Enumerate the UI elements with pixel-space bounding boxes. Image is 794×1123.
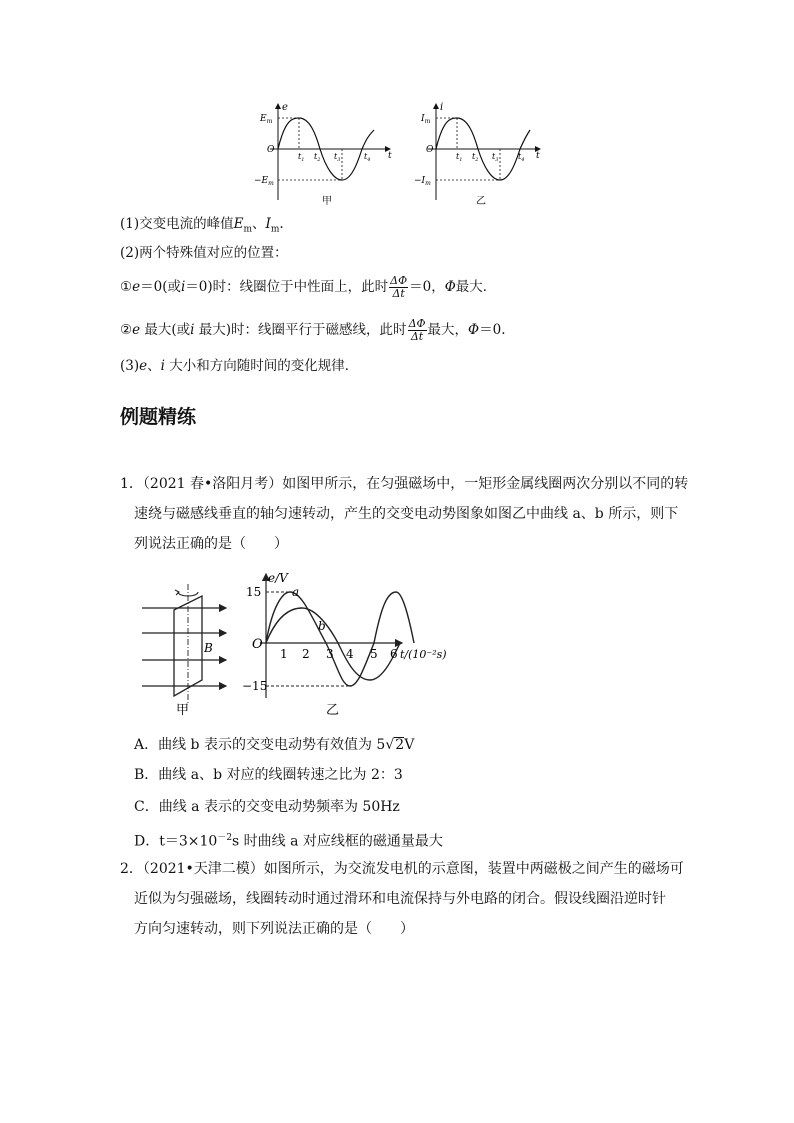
tick-t2: $t_2$ — [472, 152, 479, 163]
curve-b-label: b — [318, 619, 326, 633]
figure-caption: 甲 — [176, 703, 190, 718]
tick-t4: $t_4$ — [364, 152, 371, 163]
x-tick: 5 — [370, 647, 378, 661]
x-tick: 3 — [326, 647, 334, 661]
peak-neg-label: $-I_m$ — [414, 176, 431, 187]
note-variation-law: (3)e、i 大小和方向随时间的变化规律． — [120, 358, 359, 374]
peak-neg-label: $-E_m$ — [254, 176, 274, 187]
x-tick: 6 — [390, 647, 398, 661]
curve-a — [266, 592, 374, 686]
t-label: t — [536, 151, 540, 161]
q1-figure-coil — [138, 580, 238, 720]
figure-caption: 乙 — [476, 196, 486, 207]
x-tick: 4 — [346, 647, 354, 661]
sqrt-icon: √ — [385, 737, 395, 753]
q1-stem-line3: 列说法正确的是（ ） — [134, 536, 288, 552]
tick-t3: $t_3$ — [334, 152, 341, 163]
y-axis-label: e/V — [268, 571, 288, 585]
peak-pos-label: $I_m$ — [421, 114, 431, 125]
top-figure-right — [412, 100, 552, 210]
peak-pos-label: $E_m$ — [260, 114, 273, 125]
curve-a-label: a — [292, 585, 300, 599]
y-tick-top: 15 — [246, 585, 262, 599]
x-axis-label: t/(10⁻²s) — [400, 648, 447, 661]
tick-t4: $t_4$ — [518, 152, 525, 163]
x-tick: 2 — [302, 647, 310, 661]
flux-rate-fraction: $\frac{\Delta\Phi}{\Delta t}$ — [390, 274, 408, 300]
t-label: t — [388, 151, 392, 161]
note-max-emf: ②e 最大(或i 最大)时：线圈平行于磁感线，此时 $\frac{\Delta\Phi}{\Delta t}$ 最大，Φ＝0. — [120, 317, 506, 343]
q2-stem-line2: 近似为匀强磁场，线圈转动时通过滑环和电流保持与外电路的闭合。假设线圈沿逆时针 — [134, 891, 666, 907]
q1-option-c[interactable]: C．曲线 a 表示的交变电动势频率为 50Hz — [134, 799, 400, 815]
figure-caption: 乙 — [326, 703, 340, 718]
q1-stem-line2: 速绕与磁感线垂直的轴匀速转动，产生的交变电动势图象如图乙中曲线 a、b 所示，则下 — [134, 506, 679, 522]
q1-option-d[interactable]: D．$t=3\times 10^{-2}s$ 时曲线 a 对应线框的磁通量最大 — [134, 833, 443, 850]
x-tick: 1 — [280, 647, 288, 661]
top-figure-left — [250, 100, 400, 210]
section-title: 例题精练 — [120, 406, 197, 428]
flux-rate-fraction: $\frac{\Delta\Phi}{\Delta t}$ — [408, 317, 426, 343]
figure-caption: 甲 — [322, 196, 332, 207]
note-special-positions: (2)两个特殊值对应的位置： — [120, 245, 288, 261]
tick-t3: $t_3$ — [492, 152, 499, 163]
q1-option-b[interactable]: B．曲线 a、b 对应的线圈转速之比为 2：3 — [134, 767, 403, 783]
y-axis-label: e — [282, 102, 288, 113]
q1-figure-graph — [242, 568, 458, 718]
origin-label: O — [267, 145, 275, 155]
tick-t1: $t_1$ — [456, 152, 463, 163]
y-tick-bottom: −15 — [242, 679, 268, 693]
note-zero-emf: ①e＝0(或i＝0)时：线圈位于中性面上，此时 $\frac{\Delta\Phi}{\Delta t}$ ＝0，Φ最大． — [120, 274, 497, 300]
field-label: B — [204, 641, 213, 655]
q2-stem-line3: 方向匀速转动，则下列说法正确的是（ ） — [134, 921, 414, 937]
q2-stem-line1: 2．（2021•天津二模）如图所示，为交流发电机的示意图，装置中两磁极之间产生的磁场可 — [120, 861, 684, 877]
tick-t1: $t_1$ — [298, 152, 305, 163]
y-axis-label: i — [440, 102, 444, 113]
origin-label: O — [426, 145, 434, 155]
origin-label: O — [252, 637, 263, 652]
q1-option-a[interactable]: A．曲线 b 表示的交变电动势有效值为 5√2V — [134, 737, 415, 753]
tick-t2: $t_2$ — [314, 152, 321, 163]
q1-stem-line1: 1．（2021 春•洛阳月考）如图甲所示，在匀强磁场中，一矩形金属线圈两次分别以不同的转 — [120, 476, 689, 492]
note-peak-values: (1)交变电流的峰值$E_m$、$I_m$. — [120, 216, 284, 235]
